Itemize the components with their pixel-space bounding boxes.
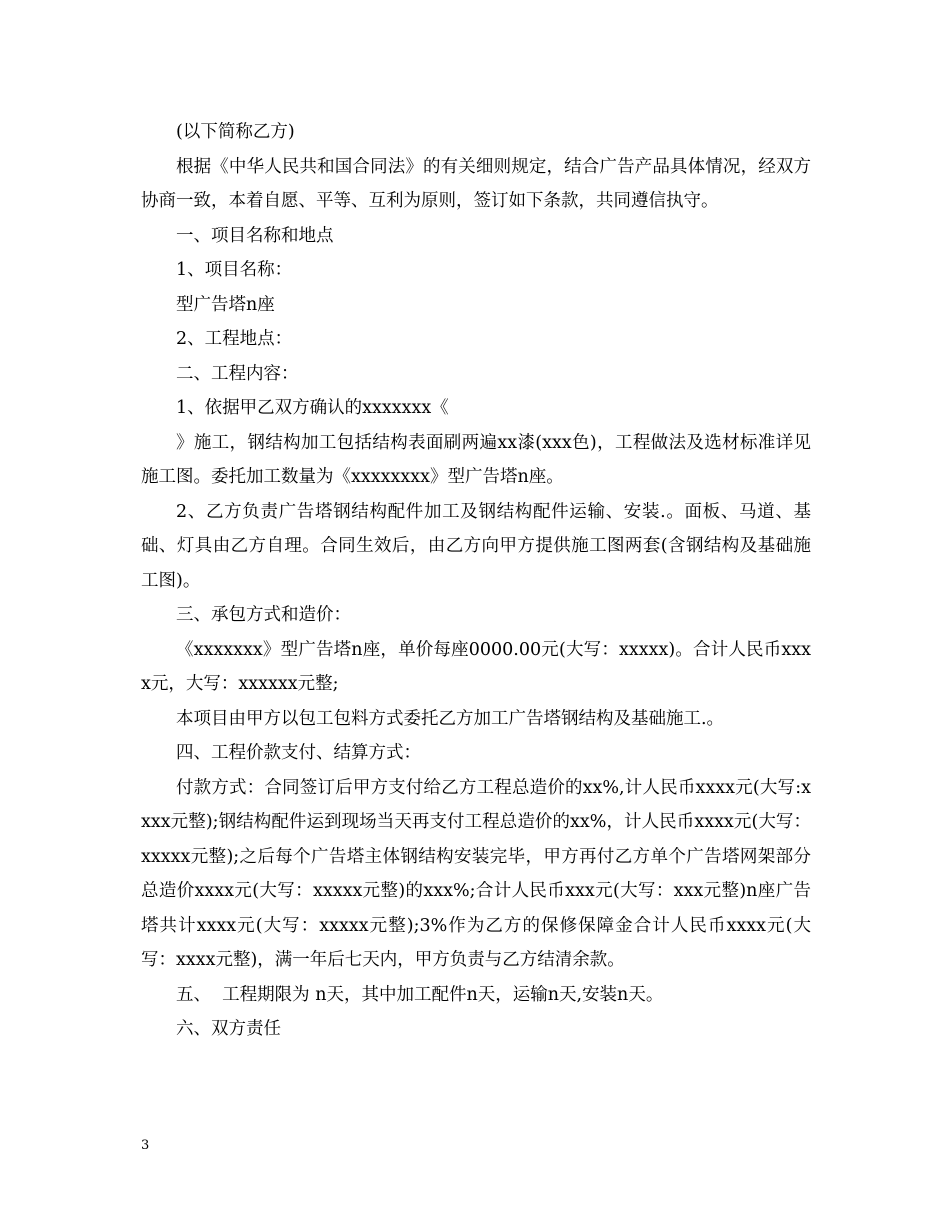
heading-section-5: 五、 工程期限为 n天，其中加工配件n天，运输n天,安装n天。 [176,984,664,1005]
paragraph-content-2: 2、乙方负责广告塔钢结构配件加工及钢结构配件运输、安装.。面板、马道、基础、灯具由乙方自理。合同生效后，由乙方向甲方提供施工图两套(含钢结构及基础施工图)。 [141,501,811,591]
document-body [141,115,811,1047]
paragraph-content-1a: 1、依据甲乙双方确认的xxxxxxx《 [176,398,449,418]
item-project-name-label: 1、项目名称： [176,260,293,280]
paragraph-price: 《xxxxxxx》型广告塔n座，单价每座0000.00元(大写：xxxxx)。合计人民币xxxx元，大写：xxxxxx元整; [141,639,811,694]
heading-section-1: 一、项目名称和地点 [176,225,334,246]
heading-section-6: 六、双方责任 [176,1019,281,1039]
paragraph-preamble: 根据《中华人民共和国合同法》的有关细则规定，结合广告产品具体情况，经双方协商一致，本着自愿、平等、互利为原则，签订如下条款，共同遵信执守。 [141,156,811,211]
paragraph-contract-mode: 本项目由甲方以包工包料方式委托乙方加工广告塔钢结构及基础施工.。 [176,708,725,729]
paragraph-content-1b: 》施工，钢结构加工包括结构表面刷两遍xx漆(xxx色)，工程做法及选材标准详见施工图。委托加工数量为《xxxxxxxx》型广告塔n座。 [141,432,811,487]
page-number: 3 [141,1138,150,1153]
paragraph-payment-terms: 付款方式：合同签订后甲方支付给乙方工程总造价的xx%,计人民币xxxx元(大写:xxxx元整);钢结构配件运到现场当天再支付工程总造价的xx%，计人民币xxxx元(大写：xxxxx元整);之后每个广告塔主体钢结构安装完毕，甲方再付乙方单个广告塔网架部分总造价xxxx元(大写：xxxxx元整)的xxx%;合计人民币xxx元(大写：xxx元整)n座广告塔共计xxxx元(大写：xxxxx元整);3%作为乙方的保修保障金合计人民币xxxx元(大写：xxxx元整)，满一年后七天内，甲方负责与乙方结清余款。 [141,777,811,970]
paragraph-party-b-note: (以下简称乙方) [176,122,295,142]
item-project-name-value: 型广告塔n座 [176,294,275,315]
item-project-location-label: 2、工程地点： [176,329,293,349]
heading-section-4: 四、工程价款支付、结算方式： [176,743,421,763]
heading-section-3: 三、承包方式和造价： [176,605,351,625]
heading-section-2: 二、工程内容： [176,363,299,384]
